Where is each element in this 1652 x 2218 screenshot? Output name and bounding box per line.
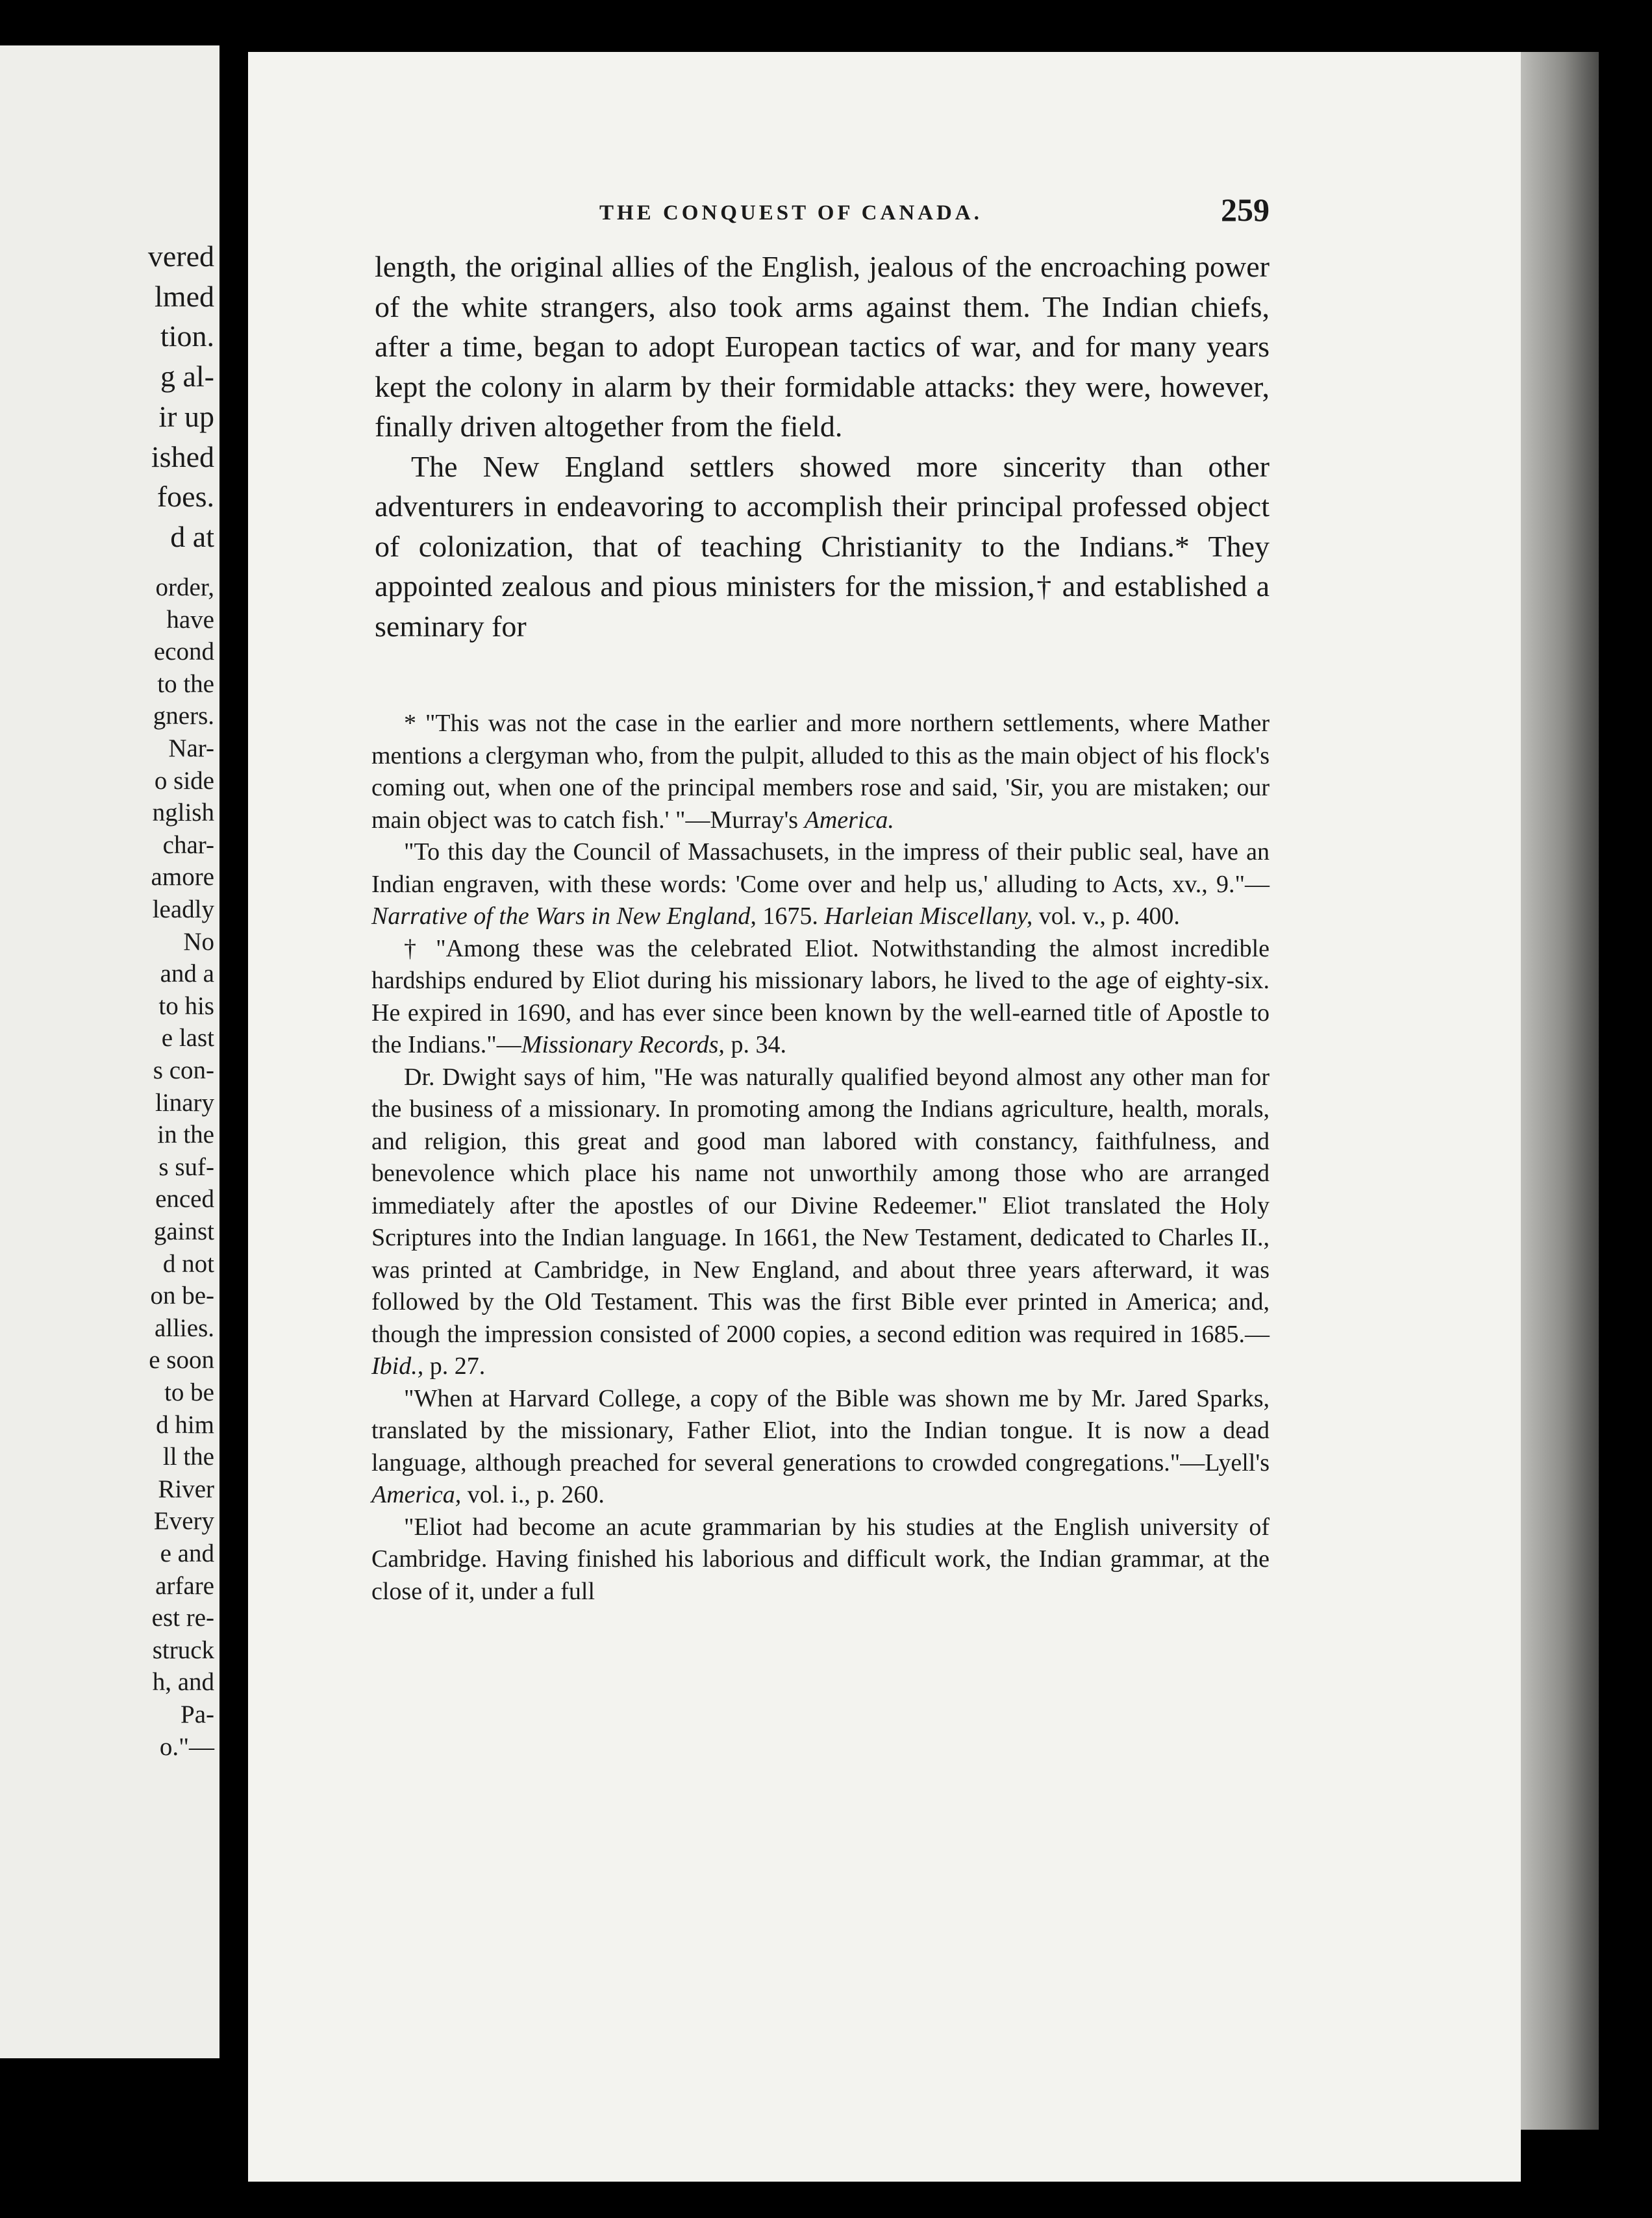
left-page-line: d at [170,519,214,553]
left-page-line: tion. [160,319,214,353]
body-paragraph: The New England settlers showed more sincerity than other adventurers in endeavoring to accomplish their principal professed object of colonization, that of teaching Christianity to the Indians.* They appointed zealous and pious ministers for the mission,† and established a seminary for [375,449,1270,643]
left-page-line: arfare [155,1571,214,1600]
footnote-text: "To this day the Council of Massachusets, in the impress of their public seal, have an Indian engraven, with these words: 'Come over and help us,' alluding to Acts, xv., 9."— [371,838,1270,898]
footnote [371,836,1270,933]
footnote-text: 1675. [756,903,825,930]
left-page-line: d him [156,1410,214,1439]
footnote-text: † "Among these was the celebrated Eliot. Notwithstanding the almost incredible hardships endured by Eliot during his missionary labors, he lived to the age of eighty-six. He expired in 1690, and has ever since been known by the well-earned title of Apostle to the Indians."— [371,934,1270,1058]
left-page-line: struck [152,1636,214,1664]
left-page-line: vered [147,240,214,273]
left-page-line: allies. [154,1314,214,1342]
left-page-line: g al- [160,360,214,393]
page-edge-shadow [1521,52,1599,2130]
left-page-line: in the [157,1121,214,1149]
left-page-line: est re- [151,1604,214,1632]
left-page-line: Nar- [168,734,214,762]
left-page-line: e soon [149,1346,214,1375]
left-page-line: gners. [153,702,214,730]
left-page-line: linary [155,1088,214,1117]
left-page-line: to his [158,991,214,1020]
left-page-line: and a [160,960,214,988]
left-page-line: enced [155,1185,214,1214]
footnote-citation: Ibid., [371,1352,424,1380]
left-page-line: leadly [152,895,214,923]
running-head: THE CONQUEST OF CANADA. [599,201,982,225]
page-header [354,192,1270,234]
left-page-line: order, [155,573,214,601]
footnote-citation: Narrative of the Wars in New England, [371,903,757,930]
body-text [375,247,1270,646]
page-number: 259 [1221,192,1270,228]
left-page-line: Pa- [181,1701,214,1728]
left-page-line: Every [153,1507,214,1536]
footnote-citation: Harleian Miscellany, [824,903,1033,930]
footnote-text: * "This was not the case in the earlier and more northern settlements, where Mather mentions a clergyman who, from the pulpit, alluded to this as the main object of his flock's coming out, when one of the principal members rose and said, 'Sir, you are mistaken; our main object was to catch fish.' "—Murray's [371,710,1270,834]
left-page-line: on be- [150,1282,214,1310]
left-page-edge [0,45,219,2058]
left-page-line: to the [157,669,214,698]
left-page-line: e and [160,1539,214,1567]
left-page-line: amore [151,863,214,891]
footnote [371,1062,1270,1383]
left-page-line: have [166,605,214,634]
footnote-text: "Eliot had become an acute grammarian by his studies at the English university of Cambridge. Having finished his laborious and difficult work, the Indian grammar, at the close of it, under a full [371,1513,1270,1605]
footnote [371,1383,1270,1512]
left-page-line: gainst [153,1217,214,1245]
footnote-text: Dr. Dwight says of him, "He was naturally qualified beyond almost any other man for the business of a missionary. In promoting among the Indians agriculture, health, morals, and religion, this great and good man labored with constancy, faithfulness, and benevolence which place his name not unworthily among those who are arranged immediately after the apostles of our Divine Redeemer." Eliot translated the Holy Scriptures into the Indian language. In 1661, the New Testament, dedicated to Charles II., was printed at Cambridge, in New England, and about three years afterward, it was followed by the Old Testament. This was the first Bible ever printed in America; and, though the impression consisted of 2000 copies, a second edition was required in 1685.— [371,1063,1270,1348]
footnote-citation: America, [371,1481,462,1508]
left-page-line: e last [161,1024,214,1053]
left-page-line: ished [151,440,214,473]
left-page-line: nglish [152,799,214,827]
footnote-text: vol. i., p. 260. [461,1481,605,1508]
footnote-text: "When at Harvard College, a copy of the Bible was shown me by Mr. Jared Sparks, translated by the missionary, Father Eliot, into the Indian tongue. It is now a dead language, although preached for several generations to crowded congregations."—Lyell's [371,1384,1270,1477]
left-page-line: No [183,927,214,956]
left-page-line: econd [153,638,214,666]
left-page-line: d not [162,1249,214,1278]
left-page-line: foes. [156,480,214,514]
left-page-line: h, and [152,1668,214,1697]
left-page-line: lmed [155,279,214,313]
left-page-line: s suf- [158,1153,214,1181]
left-page-line: o."— [159,1732,214,1761]
left-page-line: to be [164,1378,214,1406]
footnote [371,1512,1270,1608]
left-page-line: ll the [162,1443,214,1471]
footnote-text: p. 34. [724,1031,786,1058]
footnote [371,708,1270,836]
left-page-line: River [158,1475,214,1503]
footnote-citation: America. [804,806,894,834]
footnote-text: vol. v., p. 400. [1032,903,1180,930]
body-paragraph: length, the original allies of the English, jealous of the encroaching power of the white strangers, also took arms against them. The Indian chiefs, after a time, began to adopt European tactics of war, and for many years kept the colony in alarm by their formidable attacks: they were, however, finally driven altogether from the field. [375,250,1270,443]
footnote-citation: Missionary Records, [521,1031,725,1058]
left-page-line: s con- [153,1056,214,1084]
footnotes [371,708,1270,1608]
footnote [371,933,1270,1062]
left-page-line: char- [162,830,214,859]
left-page-line: ir up [158,399,214,433]
left-page-line: o side [154,766,214,795]
footnote-text: p. 27. [423,1352,486,1380]
